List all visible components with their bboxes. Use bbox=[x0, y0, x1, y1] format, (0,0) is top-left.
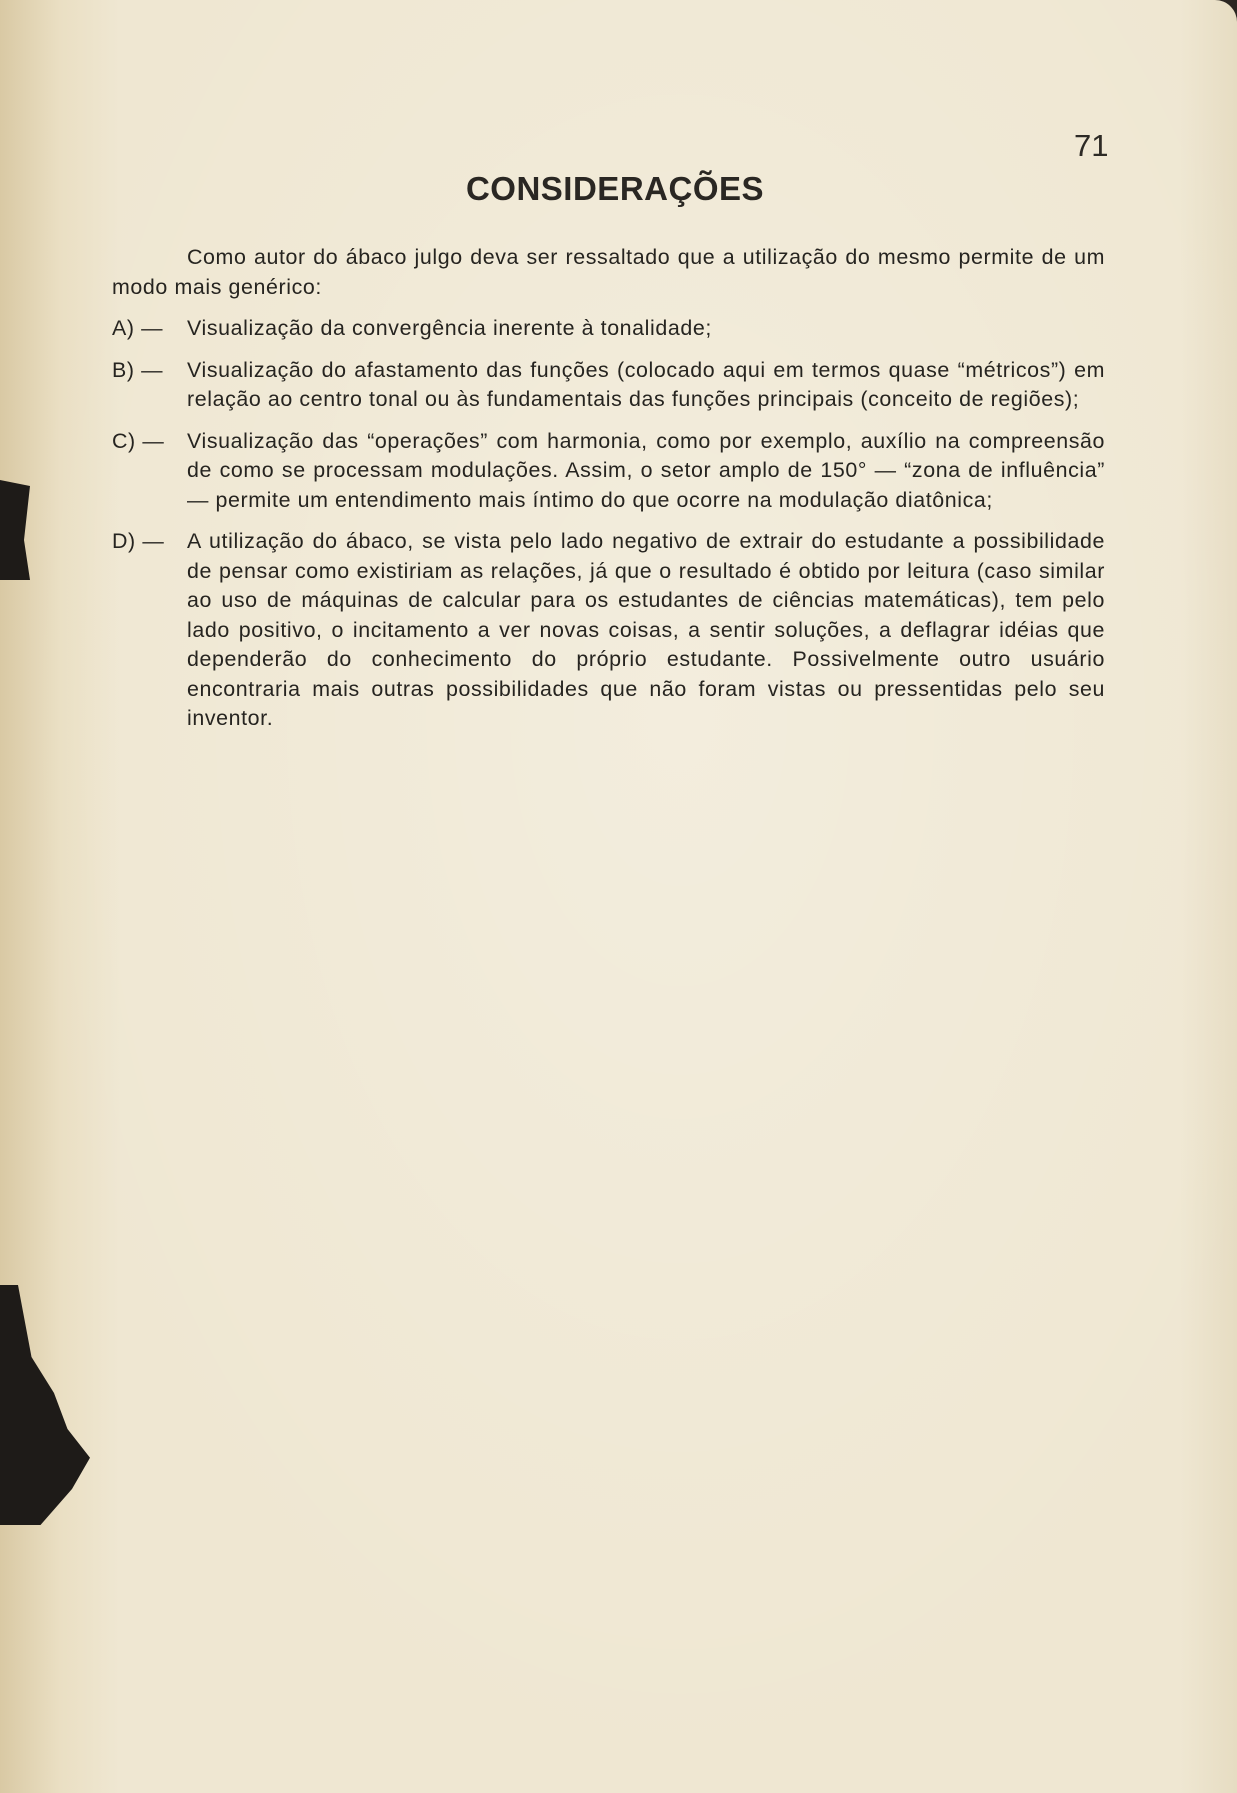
list-marker: A) — bbox=[112, 316, 164, 340]
list-item-text: Visualização da convergência inerente à tonalidade; bbox=[187, 316, 712, 340]
torn-edge-lower bbox=[0, 1285, 90, 1525]
page-title: CONSIDERAÇÕES bbox=[465, 170, 765, 207]
page-number: 71 bbox=[1074, 128, 1109, 163]
list-item-a bbox=[112, 314, 1105, 344]
list-marker: D) — bbox=[112, 529, 165, 553]
intro-paragraph: Como autor do ábaco julgo deva ser ressaltado que a utilização do mesmo permite de um modo mais genérico: bbox=[112, 245, 1105, 299]
list-item-b bbox=[112, 356, 1105, 415]
list-item-text: A utilização do ábaco, se vista pelo lado negativo de extrair do estudante a possibilidade de pensar como existiriam as relações, já que o resultado é obtido por leitura (caso similar ao uso de máquinas de calcular para os estudantes de ciências matemáticas), tem pelo lado positivo, o incitamento a ver novas coisas, a sentir soluções, a deflagrar idéias que dependerão do conhecimento do próprio estudante. Possivelmente outro usuário encontraria mais outras possibilidades que não foram vistas ou pressentidas pelo seu inventor. bbox=[187, 529, 1105, 730]
list-marker: C) — bbox=[112, 428, 165, 453]
torn-edge-upper bbox=[0, 480, 30, 580]
list-item-c bbox=[112, 427, 1105, 516]
list-item-text: Visualização das “operações” com harmonia, como por exemplo, auxílio na compreensão de como se processam modulações. Assim, o setor amplo de 150° — “zona de influência” — permite um entendimento mais íntimo do que ocorre na modulação diatônica; bbox=[187, 428, 1105, 512]
body-text bbox=[112, 243, 1105, 746]
list-item-d bbox=[112, 527, 1105, 734]
list-item-text: Visualização do afastamento das funções (colocado aqui em termos quase “métricos”) em relação ao centro tonal ou às fundamentais das funções principais (conceito de regiões); bbox=[187, 357, 1105, 411]
list-marker: B) — bbox=[112, 357, 164, 382]
